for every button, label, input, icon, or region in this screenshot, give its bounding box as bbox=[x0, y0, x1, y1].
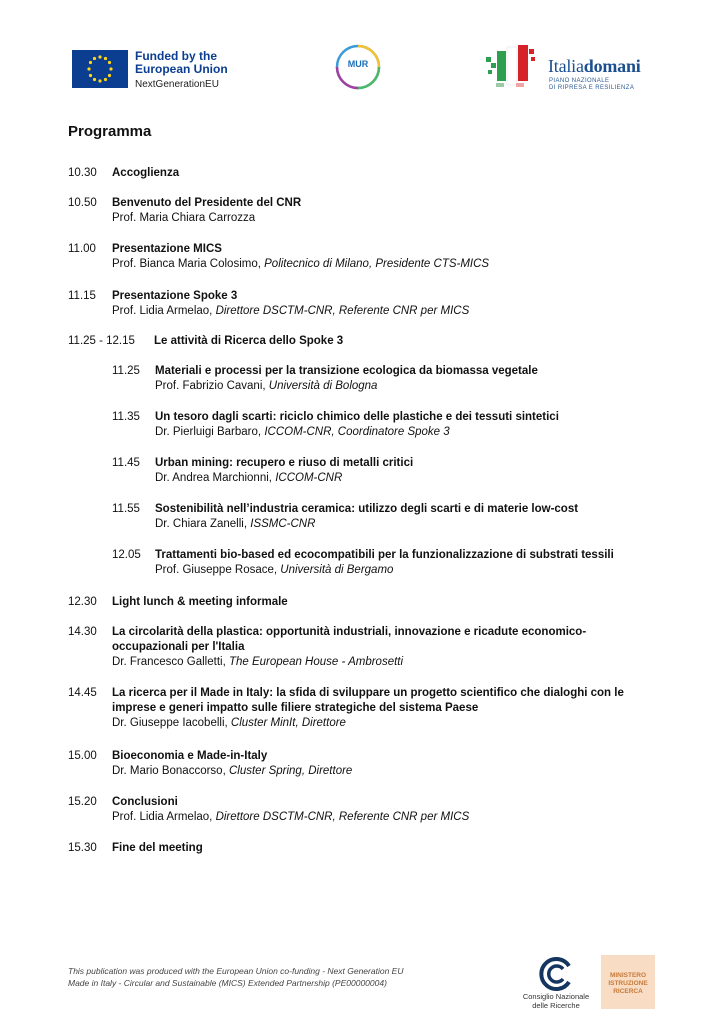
eu-line-1: Funded by the bbox=[135, 49, 217, 63]
agenda-entry bbox=[155, 548, 665, 578]
entry-affiliation: ICCOM-CNR bbox=[275, 472, 343, 484]
entry-title: Conclusioni bbox=[112, 796, 178, 808]
italia-subtitle bbox=[549, 78, 634, 92]
entry-time: 12.05 bbox=[112, 549, 141, 561]
agenda-entry bbox=[112, 166, 660, 181]
entry-time: 15.20 bbox=[68, 796, 97, 808]
entry-speaker: Prof. Maria Chiara Carrozza bbox=[112, 212, 256, 224]
entry-title: Materiali e processi per la transizione ecologica da biomassa vegetale bbox=[155, 365, 538, 377]
entry-time: 12.30 bbox=[68, 596, 97, 608]
entry-time: 15.30 bbox=[68, 842, 97, 854]
ministry-line-2: ISTRUZIONE bbox=[608, 980, 648, 987]
agenda-entry bbox=[112, 595, 660, 610]
entry-time: 10.30 bbox=[68, 167, 97, 179]
cnr-line-2: delle Ricerche bbox=[532, 1001, 580, 1010]
entry-speaker-line bbox=[155, 425, 660, 440]
entry-speaker-line bbox=[155, 379, 660, 394]
entry-title: Urban mining: recupero e riuso di metalli critici bbox=[155, 457, 414, 469]
entry-time: 11.25 bbox=[112, 365, 140, 377]
agenda-entry bbox=[155, 410, 660, 440]
entry-title: Benvenuto del Presidente del CNR bbox=[112, 197, 302, 209]
footnote-line-2: Made in Italy - Circular and Sustainable (MICS) Extended Partnership (PE00000004) bbox=[68, 978, 387, 988]
cnr-label bbox=[518, 992, 594, 1010]
entry-speaker-line bbox=[112, 257, 660, 272]
ministry-label bbox=[601, 972, 655, 996]
entry-affiliation: Cluster MinIt, Direttore bbox=[230, 717, 346, 729]
footnote-line-1: This publication was produced with the European Union co-funding - Next Generation EU bbox=[68, 966, 404, 976]
agenda-entry bbox=[155, 456, 660, 486]
agenda-entry bbox=[155, 364, 660, 394]
entry-title: La circolarità della plastica: opportunità industriali, innovazione e ricadute economico-occupazionali per l'Italia bbox=[112, 626, 587, 653]
entry-title: Accoglienza bbox=[112, 167, 180, 179]
entry-speaker: Prof. Lidia Armelao, bbox=[112, 305, 213, 317]
ministry-line-3: RICERCA bbox=[613, 988, 643, 995]
italia-domani-wordmark bbox=[548, 56, 641, 77]
agenda-entry bbox=[112, 625, 662, 670]
entry-speaker: Dr. Giuseppe Iacobelli, bbox=[112, 717, 228, 729]
entry-time: 15.00 bbox=[68, 750, 97, 762]
agenda-entry bbox=[112, 749, 660, 779]
eu-stars-icon bbox=[72, 50, 128, 88]
entry-speaker-line bbox=[112, 764, 660, 779]
entry-time: 11.35 bbox=[112, 411, 140, 423]
italia-sub-line-1: PIANO NAZIONALE bbox=[549, 78, 610, 84]
eu-flag-logo bbox=[72, 50, 128, 88]
entry-speaker-line bbox=[112, 655, 662, 670]
entry-speaker: Prof. Lidia Armelao, bbox=[112, 811, 213, 823]
entry-time: 14.45 bbox=[68, 687, 97, 699]
entry-title: Un tesoro dagli scarti: riciclo chimico delle plastiche e dei tessuti sintetici bbox=[155, 411, 559, 423]
agenda-entry bbox=[112, 242, 660, 272]
entry-title: Fine del meeting bbox=[112, 842, 203, 854]
entry-speaker: Dr. Chiara Zanelli, bbox=[155, 518, 248, 530]
agenda-entry bbox=[112, 196, 660, 226]
entry-title: Sostenibilità nell’industria ceramica: utilizzo degli scarti e di materie low-cost bbox=[155, 503, 579, 515]
agenda-entry bbox=[154, 334, 654, 349]
entry-title: Trattamenti bio-based ed ecocompatibili per la funzionalizzazione di substrati tessili bbox=[155, 549, 614, 561]
entry-affiliation: Direttore DSCTM-CNR, Referente CNR per MICS bbox=[215, 305, 470, 317]
entry-speaker: Dr. Francesco Galletti, bbox=[112, 656, 226, 668]
eu-line-3: NextGenerationEU bbox=[135, 79, 219, 90]
mur-label: MUR bbox=[347, 59, 369, 69]
page-title: Programma bbox=[68, 123, 152, 140]
entry-title: Le attività di Ricerca dello Spoke 3 bbox=[154, 335, 344, 347]
entry-time: 10.50 bbox=[68, 197, 97, 209]
cnr-logo-icon bbox=[538, 956, 574, 992]
cnr-line-1: Consiglio Nazionale bbox=[522, 992, 590, 1001]
entry-speaker: Dr. Mario Bonaccorso, bbox=[112, 765, 226, 777]
entry-time: 11.25 - 12.15 bbox=[68, 335, 135, 347]
agenda-entry bbox=[112, 289, 660, 319]
entry-speaker-line bbox=[112, 716, 662, 731]
entry-speaker-line bbox=[112, 304, 660, 319]
entry-affiliation: Politecnico di Milano, Presidente CTS-MICS bbox=[264, 258, 490, 270]
eu-funding-label bbox=[135, 50, 228, 91]
entry-affiliation: Direttore DSCTM-CNR, Referente CNR per MICS bbox=[215, 811, 470, 823]
italia-domani-mark-icon bbox=[486, 43, 544, 89]
entry-speaker: Dr. Andrea Marchionni, bbox=[155, 472, 272, 484]
agenda-entry bbox=[112, 795, 660, 825]
entry-speaker: Prof. Fabrizio Cavani, bbox=[155, 380, 266, 392]
italia-sub-line-2: DI RIPRESA E RESILIENZA bbox=[549, 85, 635, 91]
ministry-line-1: MINISTERO bbox=[609, 972, 647, 979]
entry-speaker-line bbox=[155, 517, 660, 532]
entry-speaker: Dr. Pierluigi Barbaro, bbox=[155, 426, 262, 438]
entry-affiliation: ICCOM-CNR, Coordinatore Spoke 3 bbox=[264, 426, 450, 438]
entry-affiliation: Università di Bergamo bbox=[280, 564, 394, 576]
entry-affiliation: Cluster Spring, Direttore bbox=[228, 765, 353, 777]
eu-line-2: European Union bbox=[135, 62, 228, 76]
entry-affiliation: ISSMC-CNR bbox=[250, 518, 316, 530]
funding-footnote bbox=[68, 965, 403, 989]
entry-title: Bioeconomia e Made-in-Italy bbox=[112, 750, 268, 762]
entry-speaker-line bbox=[155, 563, 665, 578]
italia-bold: domani bbox=[583, 56, 641, 76]
entry-speaker-line bbox=[112, 810, 660, 825]
entry-speaker: Prof. Bianca Maria Colosimo, bbox=[112, 258, 261, 270]
agenda-entry bbox=[112, 686, 662, 731]
entry-time: 11.45 bbox=[112, 457, 140, 469]
italia-prefix: Italia bbox=[548, 56, 584, 76]
entry-time: 11.00 bbox=[68, 243, 96, 255]
entry-time: 11.55 bbox=[112, 503, 140, 515]
entry-title: Light lunch & meeting informale bbox=[112, 596, 288, 608]
entry-time: 11.15 bbox=[68, 290, 96, 302]
entry-speaker-line bbox=[155, 471, 660, 486]
agenda-entry bbox=[112, 841, 660, 856]
entry-title: Presentazione MICS bbox=[112, 243, 222, 255]
entry-time: 14.30 bbox=[68, 626, 97, 638]
entry-title: Presentazione Spoke 3 bbox=[112, 290, 238, 302]
entry-speaker: Prof. Giuseppe Rosace, bbox=[155, 564, 278, 576]
entry-affiliation: The European House - Ambrosetti bbox=[228, 656, 404, 668]
entry-affiliation: Università di Bologna bbox=[268, 380, 378, 392]
agenda-entry bbox=[155, 502, 660, 532]
entry-title: La ricerca per il Made in Italy: la sfida di sviluppare un progetto scientifico che dialoghi con le imprese e generi impatto sulle filiere strategiche del sistema Paese bbox=[112, 687, 624, 714]
